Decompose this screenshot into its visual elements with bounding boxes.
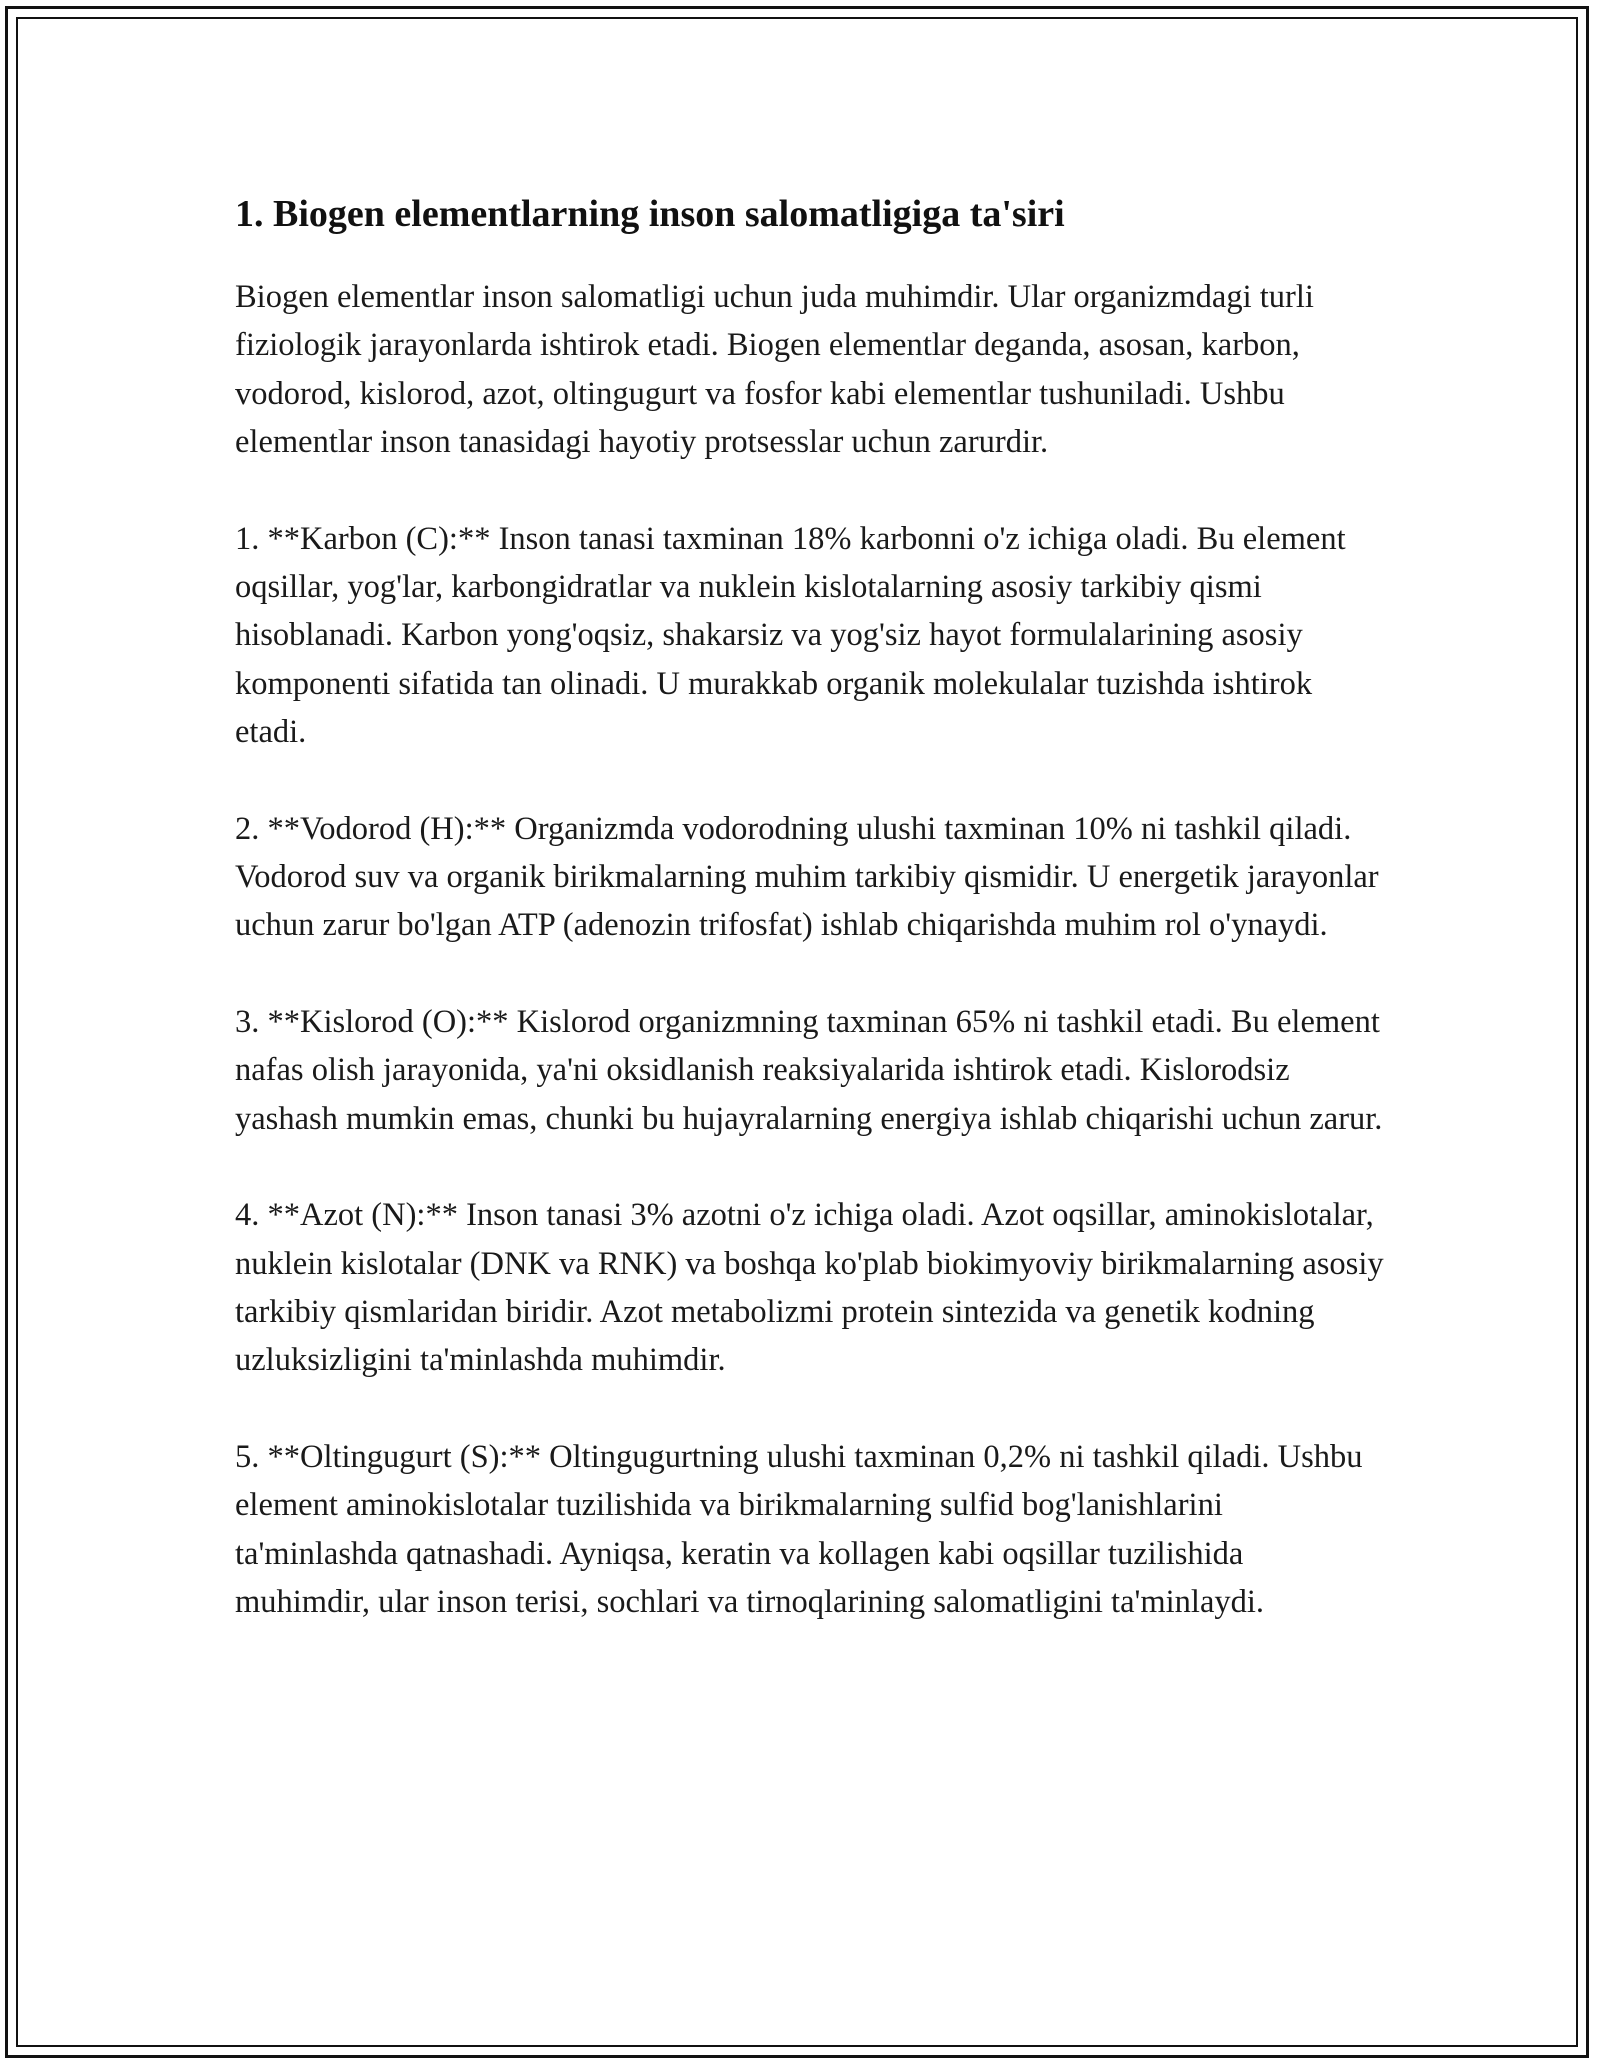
paragraph-kislorod: 3. **Kislorod (O):** Kislorod organizmning taxminan 65% ni tashkil etadi. Bu element nafas olish jarayonida, ya'ni oksidlanish reaksiyalarida ishtirok etadi. Kislorodsiz yashash mumkin emas, chunki bu hujayralarning energiya ishlab chiqarishi uchun zarur. (235, 1003, 1383, 1137)
document-title: 1. Biogen elementlarning inson salomatligiga ta'siri (235, 193, 1065, 235)
intro-paragraph: Biogen elementlar inson salomatligi uchun juda muhimdir. Ular organizmdagi turli fiziologik jarayonlarda ishtirok etadi. Biogen elementlar deganda, asosan, karbon, vodorod, kislorod, azot, oltingugurt va fosfor kabi elementlar tushuniladi. Ushbu elementlar inson tanasidagi hayotiy protsesslar uchun zarurdir. (235, 279, 1314, 461)
document-body (235, 186, 1385, 1674)
paragraph-vodorod: 2. **Vodorod (H):** Organizmda vodorodning ulushi taxminan 10% ni tashkil qiladi. Vodorod suv va organik birikmalarning muhim tarkibiy qismidir. U energetik jarayonlar uchun zarur bo'lgan ATP (adenozin trifosfat) ishlab chiqarishda muhim rol o'ynaydi. (235, 810, 1379, 944)
paragraph-oltingugurt: 5. **Oltingugurt (S):** Oltingugurtning ulushi taxminan 0,2% ni tashkil qiladi. Ushbu element aminokislotalar tuzilishida va birikmalarning sulfid bog'lanishlarini ta'minlashda qatnashadi. Ayniqsa, keratin va kollagen kabi oqsillar tuzilishida muhimdir, ular inson terisi, sochlari va tirnoqlarining salomatligini ta'minlaydi. (235, 1438, 1363, 1620)
paragraph-karbon: 1. **Karbon (C):** Inson tanasi taxminan 18% karbonni o'z ichiga oladi. Bu element oqsillar, yog'lar, karbongidratlar va nuklein kislotalarning asosiy tarkibiy qismi hisoblanadi. Karbon yong'oqsiz, shakarsiz va yog'siz hayot formulalarining asosiy komponenti sifatida tan olinadi. U murakkab organik molekulalar tuzishda ishtirok etadi. (235, 520, 1346, 751)
paragraph-azot: 4. **Azot (N):** Inson tanasi 3% azotni o'z ichiga oladi. Azot oqsillar, aminokislotalar, nuklein kislotalar (DNK va RNK) va boshqa ko'plab biokimyoviy birikmalarning asosiy tarkibiy qismlaridan biridir. Azot metabolizmi protein sintezida va genetik kodning uzluksizligini ta'minlashda muhimdir. (235, 1197, 1384, 1379)
